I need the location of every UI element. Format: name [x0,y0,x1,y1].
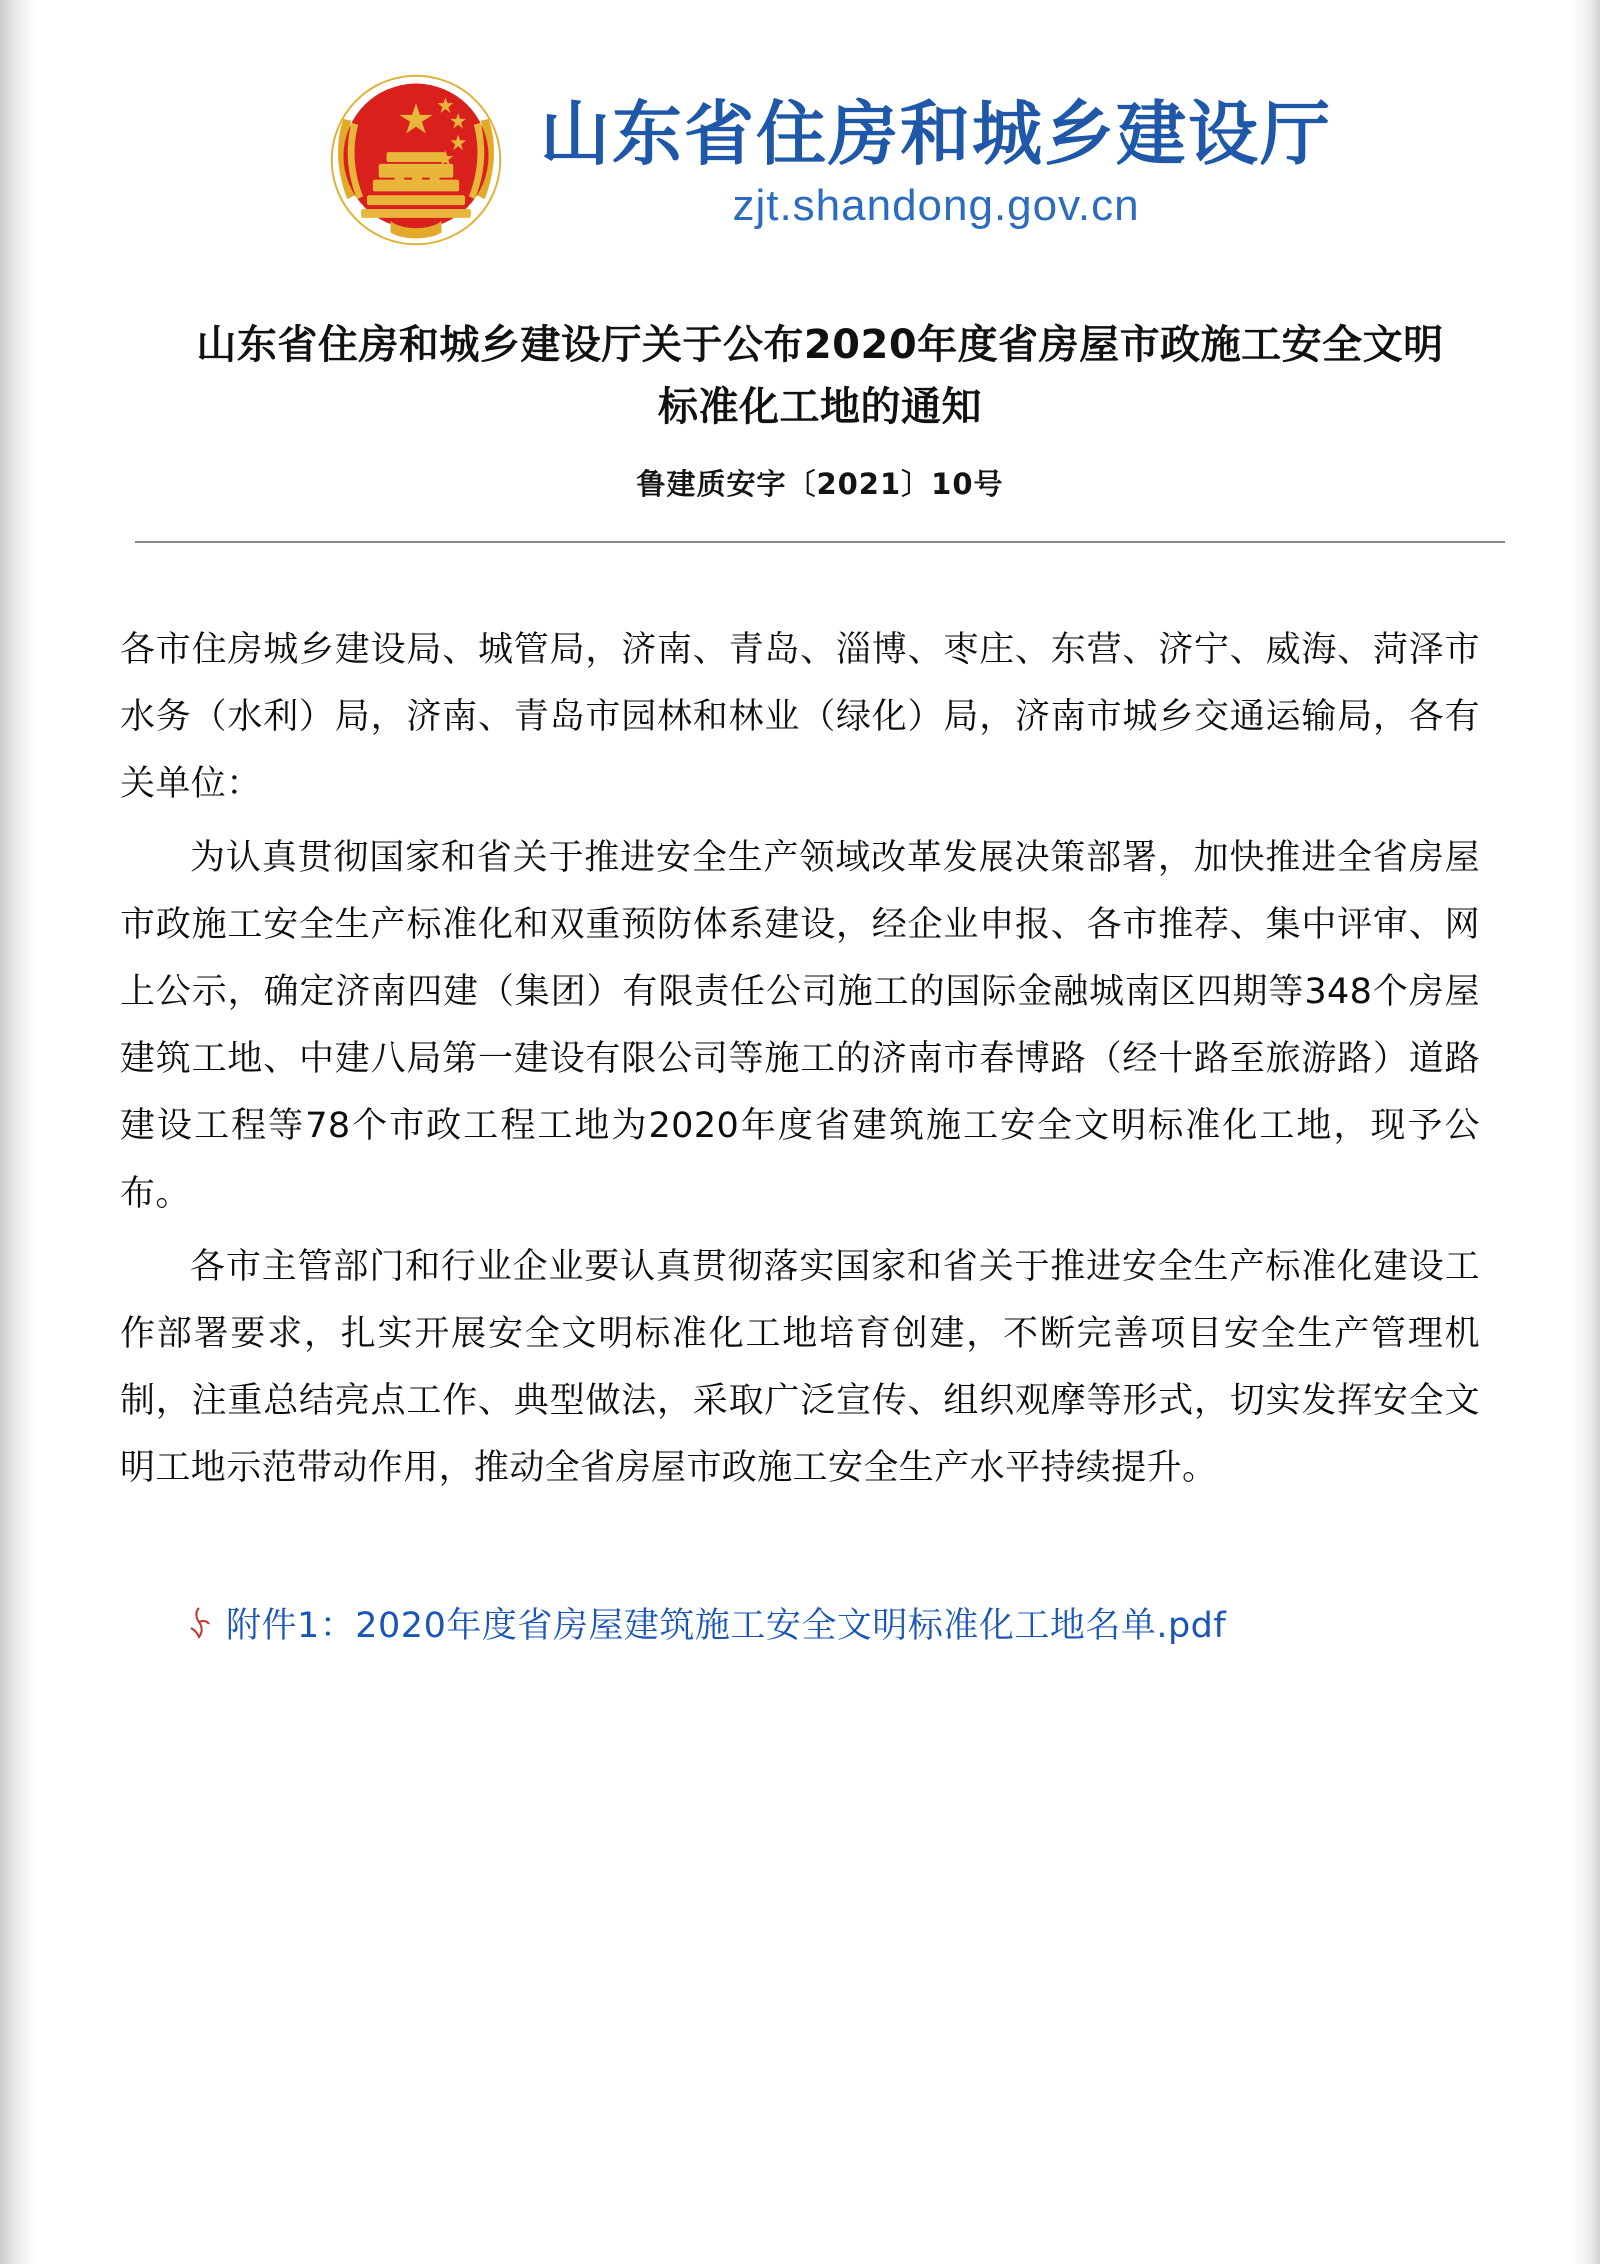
document-title: 山东省住房和城乡建设厅关于公布2020年度省房屋市政施工安全文明标准化工地的通知 [196,322,1444,430]
title-divider [135,541,1505,543]
document-body [120,617,1480,1502]
organization-website[interactable]: zjt.shandong.gov.cn [732,181,1140,231]
organization-title: 山东省住房和城乡建设厅 [540,92,1332,175]
document-number: 鲁建质安字〔2021〕10号 [636,467,1004,501]
masthead [120,0,1520,258]
pdf-file-icon [186,1606,212,1640]
attachment-row[interactable] [120,1598,1520,1648]
national-emblem-icon [318,62,514,258]
attachment-link[interactable]: 附件1：2020年度省房屋建筑施工安全文明标准化工地名单.pdf [226,1606,1227,1647]
paragraph-requirements: 各市主管部门和行业企业要认真贯彻落实国家和省关于推进安全生产标准化建设工作部署要求，扎实开展安全文明标准化工地培育创建，不断完善项目安全生产管理机制，注重总结亮点工作、典型做法，采取广泛宣传、组织观摩等形式，切实发挥安全文明工地示范带动作用，推动全省房屋市政施工安全生产水平持续提升。 [120,1246,1480,1489]
masthead-text [540,92,1332,231]
paragraph-recipients: 各市住房城乡建设局、城管局，济南、青岛、淄博、枣庄、东营、济宁、威海、菏泽市水务（水利）局，济南、青岛市园林和林业（绿化）局，济南市城乡交通运输局，各有关单位： [120,630,1480,805]
paragraph-announcement: 为认真贯彻国家和省关于推进安全生产领域改革发展决策部署，加快推进全省房屋市政施工安全生产标准化和双重预防体系建设，经企业申报、各市推荐、集中评审、网上公示，确定济南四建（集团）有限责任公司施工的国际金融城南区四期等348个房屋建筑工地、中建八局第一建设有限公司等施工的济南市春博路（经十路至旅游路）道路建设工程等78个市政工程工地为2020年度省建筑施工安全文明标准化工地，现予公布。 [120,837,1480,1214]
